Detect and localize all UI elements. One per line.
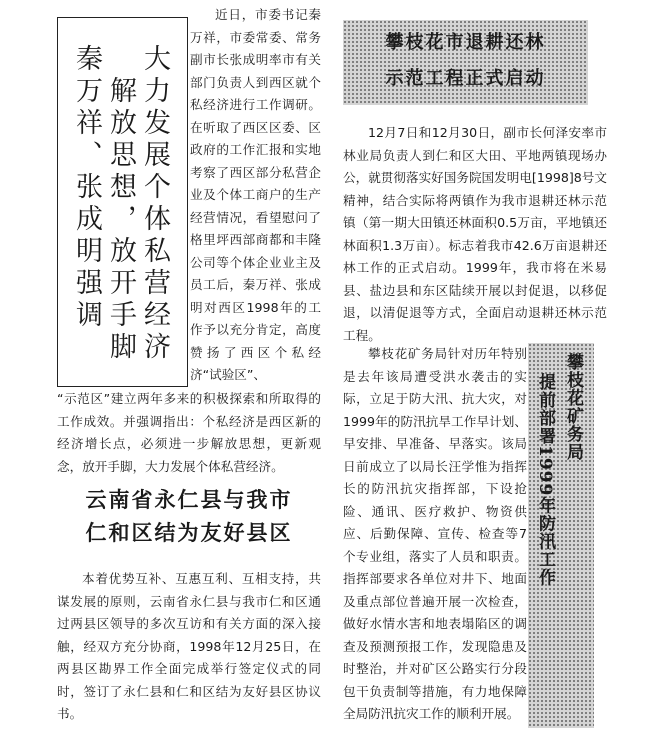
article-friendship-title-line2: 仁和区结为友好县区: [85, 520, 293, 545]
reforestation-body: 12月7日和12月30日，副市长何泽安率市林业局负责人到仁和区大田、平地两镇现场办公，就贯彻落实好国务院国发明电[1998]8号文精神，结合实际将两镇作为我市退耕还林示范镇（第一期大田镇还林面积0.5万亩，平地镇还林面积1.3万亩）。标志着我市42.6万亩退耕还林工作的正式启动。1999年，我市将在米易县、盐边县和东区陆续开展以封促退，以移促退，以清促退等方式，全面启动退耕还林示范工程。: [343, 125, 607, 343]
article-economy-side-text: 近日，市委书记秦万祥，市委常委、常务副市长张成明率市有关部门负责人到西区就个私经济进行工作调研。在听取了西区区委、区政府的工作汇报和实地考察了西区部分私营企业及个体工商户的生产经营情况，看望慰问了格里坪西部商都和丰隆公司等个体企业业主及员工后，秦万祥、张成明对西区1998年的工作予以充分肯定，高度赞扬了西区个私经济“试验区”、: [190, 7, 321, 382]
headline-col-3: 秦万祥、张成明强调: [71, 44, 102, 332]
reforestation-title-line1: 攀枝花市退耕还林: [385, 32, 546, 53]
flood-headline-col-2: 提前部署1999年防汛工作: [535, 373, 555, 587]
flood-headline-col-1: 攀枝花矿务局: [563, 353, 583, 461]
flood-control-headline-box: [528, 343, 594, 728]
reforestation-title-line2: 示范工程正式启动: [385, 68, 546, 89]
headline-box-economy: [57, 17, 188, 387]
headline-col-2: 解放思想，放开手脚: [105, 76, 136, 364]
headline-col-1: 大力发展个体私营经济: [139, 44, 170, 364]
flood-control-body: 攀枝花矿务局针对历年特别是去年该局遭受洪水袭击的实际，立足于防大汛、抗大灾，对1999年的防汛抗旱工作早计划、早安排、早准备、早落实。该局日前成立了以局长汪学惟为指挥长的防汛抗灾指挥部，下设抢险、通讯、医疗救护、物资供应、后勤保障、宣传、检查等7个专业组，落实了人员和职责。指挥部要求各单位对井下、地面及重点部位普遍开展一次检查，做好水情水害和地表塌陷区的调查及预测预报工作，发现隐患及时整治，并对矿区公路实行分段包干负责制等措施，有力地保障全局防汛抗灾工作的顺利开展。: [343, 346, 527, 721]
article-friendship-body: 本着优势互补、互惠互利、互相支持，共谋发展的原则，云南省永仁县与我市仁和区通过两县区领导的多次互访和有关方面的深入接触，经双方充分协商，1998年12月25日，在两县区勘界工作全面完成举行签定仪式的同时，签订了永仁县和仁和区结为友好县区协议书。: [57, 571, 321, 721]
reforestation-title-box: [343, 20, 588, 105]
article-friendship-title-line1: 云南省永仁县与我市: [85, 487, 293, 512]
article-economy-body: “示范区”建立两年多来的积极探索和所取得的工作成效。并强调指出：个私经济是西区新的经济增长点，必须进一步解放思想，更新观念，放开手脚，大力发展个体私营经济。: [57, 391, 321, 474]
